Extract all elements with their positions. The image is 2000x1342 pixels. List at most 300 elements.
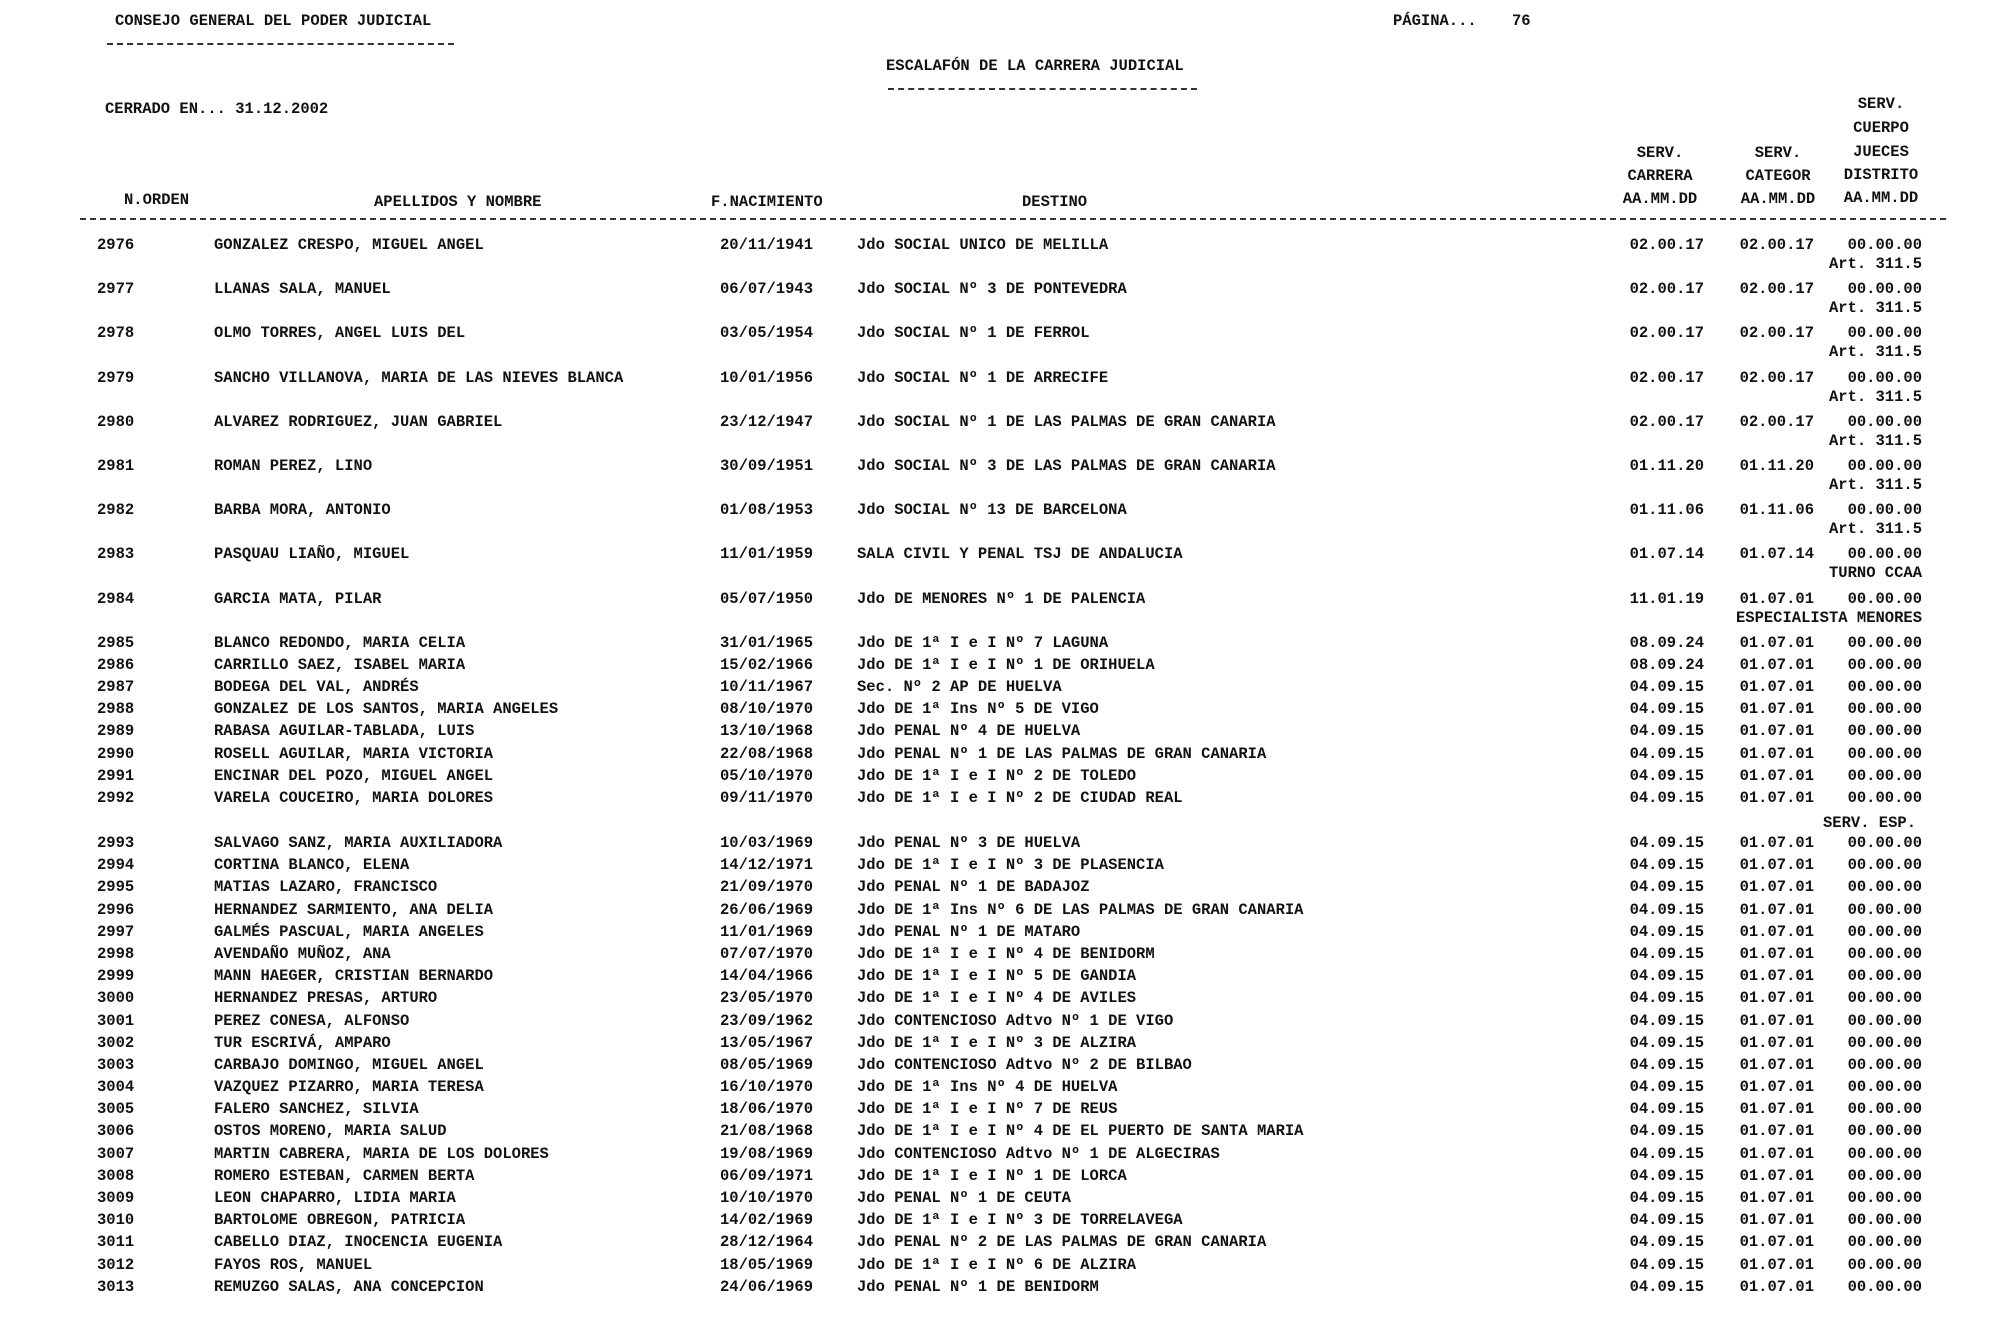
closed-date: CERRADO EN... 31.12.2002 — [105, 100, 329, 118]
destination: Jdo PENAL Nº 4 DE HUELVA — [857, 722, 1081, 741]
serv-carrera: 02.00.17 — [1629, 412, 1704, 431]
serv-distrito: 00.00.00 — [1847, 722, 1922, 741]
destination: Jdo SOCIAL Nº 3 DE PONTEVEDRA — [857, 280, 1127, 299]
serv-categor: 01.07.01 — [1739, 655, 1814, 674]
full-name: OLMO TORRES, ANGEL LUIS DEL — [214, 324, 466, 343]
full-name: RABASA AGUILAR-TABLADA, LUIS — [214, 722, 475, 741]
serv-distrito: 00.00.00 — [1847, 1166, 1922, 1185]
table-row — [0, 989, 2000, 1011]
col-carrera-line3: AA.MM.DD — [1622, 190, 1698, 208]
birth-date: 14/02/1969 — [720, 1211, 814, 1230]
serv-carrera: 11.01.19 — [1629, 589, 1704, 608]
destination: Jdo SOCIAL Nº 3 DE LAS PALMAS DE GRAN CANARIA — [857, 456, 1276, 475]
birth-date: 23/12/1947 — [720, 412, 814, 431]
destination: Jdo DE 1ª Ins Nº 6 DE LAS PALMAS DE GRAN CANARIA — [857, 900, 1304, 919]
serv-categor: 01.07.01 — [1739, 878, 1814, 897]
serv-carrera: 02.00.17 — [1629, 236, 1704, 254]
header-underline — [107, 43, 454, 45]
serv-categor: 01.07.01 — [1739, 633, 1814, 652]
row-note: Art. 311.5 — [1828, 299, 1922, 318]
destination: Jdo SOCIAL Nº 1 DE LAS PALMAS DE GRAN CANARIA — [857, 412, 1276, 431]
title-underline — [888, 88, 1197, 90]
destination: Jdo DE 1ª I e I Nº 7 DE REUS — [857, 1100, 1118, 1119]
birth-date: 21/09/1970 — [720, 878, 814, 897]
table-row — [0, 1100, 2000, 1122]
table-row — [0, 745, 2000, 767]
order-number: 2993 — [97, 834, 135, 852]
destination: Jdo SOCIAL Nº 1 DE FERROL — [857, 324, 1090, 343]
birth-date: 08/10/1970 — [720, 700, 814, 719]
serv-categor: 01.07.01 — [1739, 700, 1814, 719]
birth-date: 23/09/1962 — [720, 1011, 814, 1030]
row-note: Art. 311.5 — [1828, 431, 1922, 450]
destination: Jdo DE 1ª I e I Nº 4 DE BENIDORM — [857, 944, 1155, 963]
birth-date: 11/01/1959 — [720, 545, 814, 564]
full-name: CARRILLO SAEZ, ISABEL MARIA — [214, 655, 466, 674]
destination: Jdo PENAL Nº 1 DE BADAJOZ — [857, 878, 1090, 897]
full-name: AVENDAÑO MUÑOZ, ANA — [214, 944, 391, 963]
col-distrito-line2: CUERPO — [1853, 119, 1909, 137]
order-number: 2987 — [97, 678, 135, 697]
col-carrera-line2: CARRERA — [1627, 167, 1693, 185]
serv-distrito: 00.00.00 — [1847, 1011, 1922, 1030]
serv-categor: 01.07.01 — [1739, 1233, 1814, 1252]
order-number: 2978 — [97, 324, 135, 343]
table-row — [0, 1256, 2000, 1278]
serv-categor: 02.00.17 — [1739, 280, 1814, 299]
organization-name: CONSEJO GENERAL DEL PODER JUDICIAL — [115, 12, 432, 30]
birth-date: 06/07/1943 — [720, 280, 814, 299]
order-number: 2995 — [97, 878, 135, 897]
birth-date: 22/08/1968 — [720, 744, 814, 763]
order-number: 2980 — [97, 412, 135, 431]
destination: Jdo DE 1ª I e I Nº 7 LAGUNA — [857, 633, 1109, 652]
ranking-table — [0, 236, 2000, 1300]
birth-date: 10/03/1969 — [720, 834, 814, 852]
full-name: ENCINAR DEL POZO, MIGUEL ANGEL — [214, 766, 494, 785]
birth-date: 08/05/1969 — [720, 1055, 814, 1074]
serv-carrera: 08.09.24 — [1629, 655, 1704, 674]
table-row — [0, 967, 2000, 989]
destination: Jdo SOCIAL Nº 1 DE ARRECIFE — [857, 368, 1109, 387]
row-note: ESPECIALISTA MENORES — [1735, 608, 1922, 627]
serv-categor: 01.07.01 — [1739, 900, 1814, 919]
serv-distrito: 00.00.00 — [1847, 655, 1922, 674]
row-note: Art. 311.5 — [1828, 520, 1922, 539]
serv-categor: 01.07.01 — [1739, 1189, 1814, 1207]
order-number: 3011 — [97, 1233, 135, 1252]
destination: Jdo CONTENCIOSO Adtvo Nº 1 DE ALGECIRAS — [857, 1144, 1220, 1163]
serv-distrito: 00.00.00 — [1847, 545, 1922, 564]
full-name: MANN HAEGER, CRISTIAN BERNARDO — [214, 967, 494, 986]
header-separator — [80, 218, 1946, 220]
serv-categor: 01.07.01 — [1739, 944, 1814, 963]
serv-categor: 01.07.01 — [1739, 989, 1814, 1008]
serv-distrito: 00.00.00 — [1847, 678, 1922, 697]
order-number: 2998 — [97, 944, 135, 963]
destination: Jdo DE 1ª I e I Nº 3 DE TORRELAVEGA — [857, 1211, 1183, 1230]
table-row — [0, 856, 2000, 878]
serv-carrera: 04.09.15 — [1629, 1100, 1704, 1119]
serv-distrito: 00.00.00 — [1847, 789, 1922, 807]
page-number: 76 — [1512, 12, 1531, 30]
serv-distrito: 00.00.00 — [1847, 989, 1922, 1008]
destination: Jdo PENAL Nº 1 DE LAS PALMAS DE GRAN CANARIA — [857, 744, 1267, 763]
destination: Jdo CONTENCIOSO Adtvo Nº 1 DE VIGO — [857, 1011, 1174, 1030]
serv-categor: 01.07.01 — [1739, 589, 1814, 608]
birth-date: 10/01/1956 — [720, 368, 814, 387]
destination: Jdo DE 1ª I e I Nº 6 DE ALZIRA — [857, 1255, 1137, 1274]
birth-date: 19/08/1969 — [720, 1144, 814, 1163]
serv-categor: 01.11.20 — [1739, 456, 1814, 475]
table-row — [0, 1122, 2000, 1144]
full-name: MATIAS LAZARO, FRANCISCO — [214, 878, 438, 897]
serv-categor: 01.07.01 — [1739, 1078, 1814, 1097]
order-number: 2988 — [97, 700, 135, 719]
serv-distrito: 00.00.00 — [1847, 1277, 1922, 1296]
serv-carrera: 04.09.15 — [1629, 1166, 1704, 1185]
order-number: 2994 — [97, 856, 135, 875]
table-row — [0, 1056, 2000, 1078]
table-row — [0, 590, 2000, 634]
table-row — [0, 634, 2000, 656]
full-name: BLANCO REDONDO, MARIA CELIA — [214, 633, 466, 652]
serv-carrera: 01.11.06 — [1629, 501, 1704, 520]
serv-categor: 01.07.01 — [1739, 1055, 1814, 1074]
order-number: 3004 — [97, 1078, 135, 1097]
row-note: Art. 311.5 — [1828, 387, 1922, 406]
serv-distrito: 00.00.00 — [1847, 280, 1922, 299]
col-nombre: APELLIDOS Y NOMBRE — [374, 193, 542, 211]
table-row — [0, 1278, 2000, 1300]
full-name: ROSELL AGUILAR, MARIA VICTORIA — [214, 744, 494, 763]
serv-categor: 01.07.01 — [1739, 967, 1814, 986]
birth-date: 20/11/1941 — [720, 236, 814, 254]
serv-distrito: 00.00.00 — [1847, 878, 1922, 897]
table-row — [0, 1012, 2000, 1034]
full-name: PASQUAU LIAÑO, MIGUEL — [214, 545, 410, 564]
serv-categor: 01.07.01 — [1739, 922, 1814, 941]
table-row — [0, 1034, 2000, 1056]
serv-carrera: 04.09.15 — [1629, 1122, 1704, 1141]
serv-carrera: 04.09.15 — [1629, 900, 1704, 919]
row-note: TURNO CCAA — [1828, 564, 1922, 583]
serv-carrera: 04.09.15 — [1629, 1011, 1704, 1030]
birth-date: 24/06/1969 — [720, 1277, 814, 1296]
serv-categor: 01.07.01 — [1739, 1122, 1814, 1141]
full-name: ROMERO ESTEBAN, CARMEN BERTA — [214, 1166, 475, 1185]
destination: Jdo PENAL Nº 1 DE MATARO — [857, 922, 1081, 941]
serv-distrito: 00.00.00 — [1847, 236, 1922, 254]
serv-distrito: 00.00.00 — [1847, 412, 1922, 431]
serv-distrito: 00.00.00 — [1847, 922, 1922, 941]
order-number: 2991 — [97, 766, 135, 785]
full-name: BODEGA DEL VAL, ANDRÉS — [214, 678, 419, 697]
serv-categor: 01.07.01 — [1739, 1011, 1814, 1030]
serv-categor: 01.07.01 — [1739, 1255, 1814, 1274]
table-row — [0, 1189, 2000, 1211]
order-number: 2976 — [97, 236, 135, 254]
full-name: REMUZGO SALAS, ANA CONCEPCION — [214, 1277, 484, 1296]
destination: Jdo DE MENORES Nº 1 DE PALENCIA — [857, 589, 1146, 608]
serv-categor: 01.07.01 — [1739, 1166, 1814, 1185]
serv-categor: 02.00.17 — [1739, 368, 1814, 387]
serv-distrito: 00.00.00 — [1847, 1233, 1922, 1252]
order-number: 2982 — [97, 501, 135, 520]
destination: Jdo PENAL Nº 3 DE HUELVA — [857, 834, 1081, 852]
full-name: SALVAGO SANZ, MARIA AUXILIADORA — [214, 834, 503, 852]
order-number: 2999 — [97, 967, 135, 986]
birth-date: 30/09/1951 — [720, 456, 814, 475]
destination: Jdo DE 1ª I e I Nº 3 DE PLASENCIA — [857, 856, 1164, 875]
table-row — [0, 324, 2000, 368]
col-categor-line3: AA.MM.DD — [1740, 190, 1816, 208]
destination: Sec. Nº 2 AP DE HUELVA — [857, 678, 1062, 697]
destination: Jdo DE 1ª I e I Nº 5 DE GANDIA — [857, 967, 1137, 986]
table-row — [0, 923, 2000, 945]
serv-carrera: 04.09.15 — [1629, 1255, 1704, 1274]
serv-carrera: 04.09.15 — [1629, 856, 1704, 875]
full-name: MARTIN CABRERA, MARIA DE LOS DOLORES — [214, 1144, 549, 1163]
birth-date: 07/07/1970 — [720, 944, 814, 963]
serv-distrito: 00.00.00 — [1847, 1122, 1922, 1141]
order-number: 2986 — [97, 655, 135, 674]
serv-distrito: 00.00.00 — [1847, 766, 1922, 785]
order-number: 2977 — [97, 280, 135, 299]
birth-date: 23/05/1970 — [720, 989, 814, 1008]
table-row — [0, 369, 2000, 413]
serv-distrito: 00.00.00 — [1847, 1100, 1922, 1119]
serv-carrera: 02.00.17 — [1629, 280, 1704, 299]
serv-distrito: 00.00.00 — [1847, 1255, 1922, 1274]
birth-date: 13/05/1967 — [720, 1033, 814, 1052]
serv-categor: 01.07.01 — [1739, 789, 1814, 807]
destination: Jdo DE 1ª I e I Nº 1 DE ORIHUELA — [857, 655, 1155, 674]
serv-distrito: 00.00.00 — [1847, 456, 1922, 475]
full-name: ROMAN PEREZ, LINO — [214, 456, 373, 475]
serv-categor: 01.07.01 — [1739, 1100, 1814, 1119]
full-name: LLANAS SALA, MANUEL — [214, 280, 391, 299]
serv-carrera: 04.09.15 — [1629, 1211, 1704, 1230]
destination: Jdo DE 1ª I e I Nº 1 DE LORCA — [857, 1166, 1127, 1185]
col-destino: DESTINO — [1022, 193, 1088, 211]
serv-categor: 02.00.17 — [1739, 236, 1814, 254]
order-number: 3002 — [97, 1033, 135, 1052]
full-name: TUR ESCRIVÁ, AMPARO — [214, 1033, 391, 1052]
col-nacimiento: F.NACIMIENTO — [711, 193, 823, 211]
row-note: Art. 311.5 — [1828, 343, 1922, 362]
full-name: PEREZ CONESA, ALFONSO — [214, 1011, 410, 1030]
table-row — [0, 945, 2000, 967]
table-row — [0, 678, 2000, 700]
full-name: GONZALEZ DE LOS SANTOS, MARIA ANGELES — [214, 700, 559, 719]
birth-date: 06/09/1971 — [720, 1166, 814, 1185]
destination: Jdo CONTENCIOSO Adtvo Nº 2 DE BILBAO — [857, 1055, 1192, 1074]
order-number: 3013 — [97, 1277, 135, 1296]
table-row — [0, 789, 2000, 834]
serv-carrera: 04.09.15 — [1629, 789, 1704, 807]
full-name: VARELA COUCEIRO, MARIA DOLORES — [214, 789, 494, 807]
section-note: SERV. ESP. — [1822, 814, 1916, 832]
row-note: Art. 311.5 — [1828, 475, 1922, 494]
full-name: ALVAREZ RODRIGUEZ, JUAN GABRIEL — [214, 412, 503, 431]
serv-distrito: 00.00.00 — [1847, 744, 1922, 763]
col-distrito-line3: JUECES — [1853, 143, 1909, 161]
full-name: GARCIA MATA, PILAR — [214, 589, 382, 608]
serv-distrito: 00.00.00 — [1847, 1144, 1922, 1163]
order-number: 3007 — [97, 1144, 135, 1163]
serv-distrito: 00.00.00 — [1847, 967, 1922, 986]
serv-categor: 01.07.01 — [1739, 856, 1814, 875]
table-row — [0, 901, 2000, 923]
destination: Jdo DE 1ª I e I Nº 4 DE EL PUERTO DE SANTA MARIA — [857, 1122, 1304, 1141]
table-row — [0, 767, 2000, 789]
serv-carrera: 04.09.15 — [1629, 1144, 1704, 1163]
order-number: 2979 — [97, 368, 135, 387]
order-number: 3000 — [97, 989, 135, 1008]
serv-carrera: 02.00.17 — [1629, 324, 1704, 343]
birth-date: 26/06/1969 — [720, 900, 814, 919]
row-note: Art. 311.5 — [1828, 255, 1922, 273]
order-number: 3009 — [97, 1189, 135, 1207]
serv-distrito: 00.00.00 — [1847, 501, 1922, 520]
birth-date: 13/10/1968 — [720, 722, 814, 741]
order-number: 3003 — [97, 1055, 135, 1074]
table-row — [0, 722, 2000, 744]
table-row — [0, 413, 2000, 457]
destination: Jdo PENAL Nº 1 DE BENIDORM — [857, 1277, 1099, 1296]
birth-date: 18/05/1969 — [720, 1255, 814, 1274]
col-distrito-line1: SERV. — [1857, 95, 1905, 113]
serv-categor: 01.07.01 — [1739, 1277, 1814, 1296]
serv-distrito: 00.00.00 — [1847, 1033, 1922, 1052]
birth-date: 18/06/1970 — [720, 1100, 814, 1119]
serv-carrera: 04.09.15 — [1629, 944, 1704, 963]
serv-carrera: 04.09.15 — [1629, 722, 1704, 741]
destination: Jdo DE 1ª I e I Nº 2 DE TOLEDO — [857, 766, 1137, 785]
serv-distrito: 00.00.00 — [1847, 1189, 1922, 1207]
serv-carrera: 02.00.17 — [1629, 368, 1704, 387]
serv-categor: 01.07.01 — [1739, 1144, 1814, 1163]
serv-carrera: 04.09.15 — [1629, 700, 1704, 719]
serv-categor: 01.07.01 — [1739, 722, 1814, 741]
birth-date: 14/04/1966 — [720, 967, 814, 986]
table-row — [0, 700, 2000, 722]
destination: Jdo DE 1ª Ins Nº 5 DE VIGO — [857, 700, 1099, 719]
birth-date: 21/08/1968 — [720, 1122, 814, 1141]
table-row — [0, 501, 2000, 545]
col-categor-line2: CATEGOR — [1745, 167, 1811, 185]
table-row — [0, 834, 2000, 856]
serv-distrito: 00.00.00 — [1847, 1211, 1922, 1230]
birth-date: 05/07/1950 — [720, 589, 814, 608]
serv-distrito: 00.00.00 — [1847, 1078, 1922, 1097]
full-name: CABELLO DIAZ, INOCENCIA EUGENIA — [214, 1233, 503, 1252]
col-distrito-line4: DISTRITO — [1843, 166, 1919, 184]
table-row — [0, 656, 2000, 678]
serv-carrera: 04.09.15 — [1629, 922, 1704, 941]
serv-categor: 01.07.01 — [1739, 678, 1814, 697]
order-number: 2984 — [97, 589, 135, 608]
table-row — [0, 1233, 2000, 1255]
serv-distrito: 00.00.00 — [1847, 589, 1922, 608]
birth-date: 09/11/1970 — [720, 789, 814, 807]
table-row — [0, 1078, 2000, 1100]
full-name: LEON CHAPARRO, LIDIA MARIA — [214, 1189, 456, 1207]
birth-date: 05/10/1970 — [720, 766, 814, 785]
table-row — [0, 457, 2000, 501]
table-row — [0, 280, 2000, 324]
birth-date: 03/05/1954 — [720, 324, 814, 343]
destination: SALA CIVIL Y PENAL TSJ DE ANDALUCIA — [857, 545, 1183, 564]
order-number: 3010 — [97, 1211, 135, 1230]
serv-categor: 01.07.01 — [1739, 1211, 1814, 1230]
birth-date: 10/10/1970 — [720, 1189, 814, 1207]
table-row — [0, 1211, 2000, 1233]
serv-carrera: 08.09.24 — [1629, 633, 1704, 652]
order-number: 2989 — [97, 722, 135, 741]
destination: Jdo PENAL Nº 2 DE LAS PALMAS DE GRAN CANARIA — [857, 1233, 1267, 1252]
serv-carrera: 04.09.15 — [1629, 1078, 1704, 1097]
serv-carrera: 04.09.15 — [1629, 989, 1704, 1008]
order-number: 2985 — [97, 633, 135, 652]
destination: Jdo PENAL Nº 1 DE CEUTA — [857, 1189, 1071, 1207]
full-name: BARTOLOME OBREGON, PATRICIA — [214, 1211, 466, 1230]
serv-categor: 02.00.17 — [1739, 412, 1814, 431]
serv-carrera: 04.09.15 — [1629, 1033, 1704, 1052]
destination: Jdo DE 1ª I e I Nº 2 DE CIUDAD REAL — [857, 789, 1183, 807]
full-name: FALERO SANCHEZ, SILVIA — [214, 1100, 419, 1119]
serv-carrera: 04.09.15 — [1629, 744, 1704, 763]
birth-date: 14/12/1971 — [720, 856, 814, 875]
col-orden: N.ORDEN — [124, 191, 190, 209]
serv-distrito: 00.00.00 — [1847, 834, 1922, 852]
full-name: FAYOS ROS, MANUEL — [214, 1255, 373, 1274]
birth-date: 28/12/1964 — [720, 1233, 814, 1252]
serv-distrito: 00.00.00 — [1847, 368, 1922, 387]
col-carrera-line1: SERV. — [1636, 144, 1684, 162]
order-number: 2983 — [97, 545, 135, 564]
table-row — [0, 878, 2000, 900]
birth-date: 16/10/1970 — [720, 1078, 814, 1097]
full-name: VAZQUEZ PIZARRO, MARIA TERESA — [214, 1078, 484, 1097]
serv-categor: 01.07.01 — [1739, 1033, 1814, 1052]
full-name: BARBA MORA, ANTONIO — [214, 501, 391, 520]
birth-date: 10/11/1967 — [720, 678, 814, 697]
full-name: OSTOS MORENO, MARIA SALUD — [214, 1122, 447, 1141]
serv-categor: 01.07.14 — [1739, 545, 1814, 564]
order-number: 2981 — [97, 456, 135, 475]
full-name: SANCHO VILLANOVA, MARIA DE LAS NIEVES BLANCA — [214, 368, 624, 387]
birth-date: 31/01/1965 — [720, 633, 814, 652]
order-number: 2990 — [97, 744, 135, 763]
serv-categor: 01.07.01 — [1739, 766, 1814, 785]
order-number: 2997 — [97, 922, 135, 941]
serv-categor: 01.07.01 — [1739, 834, 1814, 852]
destination: Jdo SOCIAL UNICO DE MELILLA — [857, 236, 1109, 254]
table-row — [0, 1145, 2000, 1167]
document-title: ESCALAFÓN DE LA CARRERA JUDICIAL — [886, 57, 1184, 75]
order-number: 3006 — [97, 1122, 135, 1141]
serv-distrito: 00.00.00 — [1847, 700, 1922, 719]
destination: Jdo DE 1ª I e I Nº 4 DE AVILES — [857, 989, 1137, 1008]
serv-carrera: 04.09.15 — [1629, 766, 1704, 785]
order-number: 3005 — [97, 1100, 135, 1119]
full-name: HERNANDEZ SARMIENTO, ANA DELIA — [214, 900, 494, 919]
order-number: 3001 — [97, 1011, 135, 1030]
serv-categor: 01.07.01 — [1739, 744, 1814, 763]
serv-carrera: 04.09.15 — [1629, 1233, 1704, 1252]
